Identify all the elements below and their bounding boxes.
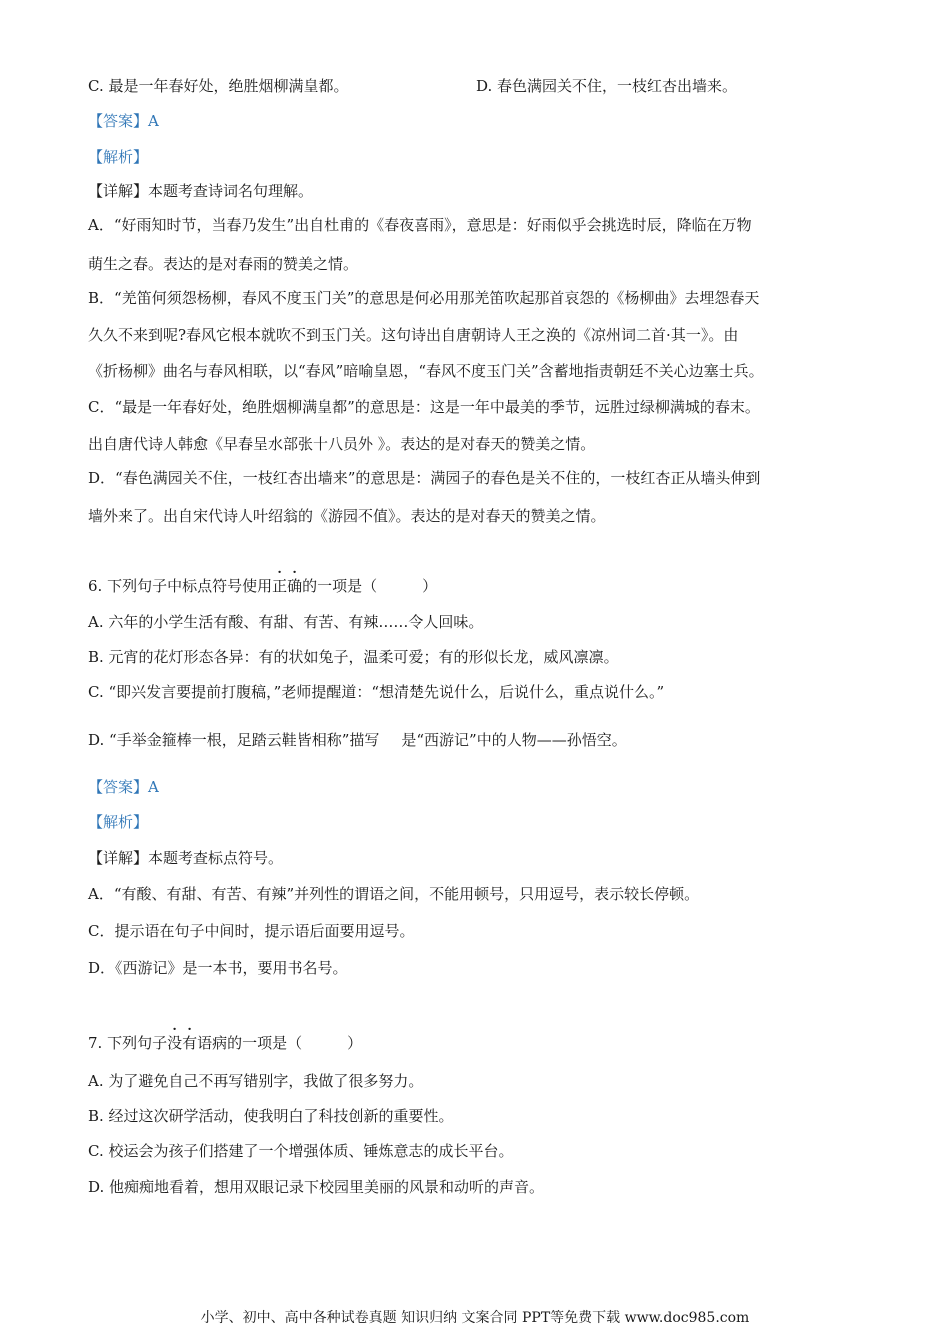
q6-option-d bbox=[88, 730, 627, 750]
q5-answer bbox=[88, 111, 159, 131]
q6-answer bbox=[88, 777, 159, 797]
q5-explain-d-1: D．“春色满园关不住，一枝红杏出墙来”的意思是：满园子的春色是关不住的，一枝红杏正从墙头伸到 bbox=[88, 469, 761, 487]
emphasis-char: 有 bbox=[182, 1034, 198, 1052]
q5-option-d: D. 春色满园关不住，一枝红杏出墙来。 bbox=[476, 77, 738, 95]
q5-explain-d-2: 墙外来了。出自宋代诗人叶绍翁的《游园不值》。表达的是对春天的赞美之情。 bbox=[88, 507, 606, 525]
q7-option-b: B. 经过这次研学活动，使我明白了科技创新的重要性。 bbox=[88, 1107, 454, 1125]
answer-tag: 【答案】 bbox=[88, 112, 149, 130]
q7-option-a: A. 为了避免自己不再写错别字，我做了很多努力。 bbox=[88, 1072, 424, 1090]
q6-stem-pre: 6. 下列句子中标点符号使用 bbox=[88, 577, 273, 595]
q6-stem bbox=[88, 576, 437, 596]
page-footer: 小学、初中、高中各种试卷真题 知识归纳 文案合同 PPT等免费下载 www.doc985.com bbox=[200, 1310, 750, 1326]
emphasis-char: 没 bbox=[167, 1034, 183, 1052]
q5-explain-b-2: 久久不来到呢?春风它根本就吹不到玉门关。这句诗出自唐朝诗人王之涣的《凉州词二首·其一》。由 bbox=[88, 326, 739, 344]
q7-option-d: D. 他痴痴地看着，想用双眼记录下校园里美丽的风景和动听的声音。 bbox=[88, 1178, 545, 1196]
q6-option-a: A. 六年的小学生活有酸、有甜、有苦、有辣……令人回味。 bbox=[88, 613, 484, 631]
q6-option-d-post: 是“西游记”中的人物——孙悟空。 bbox=[401, 731, 627, 749]
q5-explain-c-2: 出自唐代诗人韩愈《早春呈水部张十八员外 》。表达的是对春天的赞美之情。 bbox=[88, 435, 596, 453]
q6-explain-d: D．《西游记》是一本书，要用书名号。 bbox=[88, 959, 348, 977]
q6-explain-a: A．“有酸、有甜、有苦、有辣”并列性的谓语之间，不能用顿号，只用逗号，表示较长停顿。 bbox=[88, 885, 700, 903]
q6-explain-c: C．提示语在句子中间时，提示语后面要用逗号。 bbox=[88, 922, 415, 940]
q7-stem bbox=[88, 1033, 362, 1053]
q7-stem-pre: 7. 下列句子 bbox=[88, 1034, 168, 1052]
q5-analysis-tag: 【解析】 bbox=[88, 148, 149, 166]
q7-option-c: C. 校运会为孩子们搭建了一个增强体质、锤炼意志的成长平台。 bbox=[88, 1142, 514, 1160]
q5-explain-c-1: C．“最是一年春好处，绝胜烟柳满皇都”的意思是：这是一年中最美的季节，远胜过绿柳满城的春末。 bbox=[88, 398, 760, 416]
q6-stem-emphasis bbox=[272, 577, 302, 595]
answer-value: A bbox=[148, 112, 159, 130]
q6-option-c: C. “即兴发言要提前打腹稿，”老师提醒道：“想清楚先说什么，后说什么，重点说什么。” bbox=[88, 683, 665, 701]
q5-detail: 【详解】本题考查诗词名句理解。 bbox=[88, 182, 314, 200]
emphasis-char: 确 bbox=[287, 577, 303, 595]
q6-analysis-tag: 【解析】 bbox=[88, 813, 149, 831]
q7-stem-emphasis bbox=[167, 1034, 197, 1052]
q5-option-c: C. 最是一年春好处，绝胜烟柳满皇都。 bbox=[88, 77, 349, 95]
q7-stem-post: 语病的一项是（ ） bbox=[197, 1034, 363, 1052]
q5-explain-a-1: A．“好雨知时节，当春乃发生”出自杜甫的《春夜喜雨》，意思是：好雨似乎会挑选时辰，降临在万物 bbox=[88, 216, 752, 234]
q6-option-b: B. 元宵的花灯形态各异：有的状如兔子，温柔可爱；有的形似长龙，威风凛凛。 bbox=[88, 648, 619, 666]
q5-explain-b-3: 《折杨柳》曲名与春风相联，以“春风”暗喻皇恩，“春风不度玉门关”含蓄地指责朝廷不关心边塞士兵。 bbox=[88, 362, 764, 380]
answer-tag: 【答案】 bbox=[88, 778, 149, 796]
q5-explain-a-2: 萌生之春。表达的是对春雨的赞美之情。 bbox=[88, 255, 359, 273]
q6-option-d-pre: D. “手举金箍棒一根，足踏云鞋皆相称”描写 bbox=[88, 731, 380, 749]
q5-explain-b-1: B．“羌笛何须怨杨柳，春风不度玉门关”的意思是何必用那羌笛吹起那首哀怨的《杨柳曲》去埋怨春天 bbox=[88, 289, 760, 307]
answer-value: A bbox=[148, 778, 159, 796]
emphasis-char: 正 bbox=[272, 577, 288, 595]
q6-stem-post: 的一项是（ ） bbox=[302, 577, 438, 595]
q6-detail: 【详解】本题考查标点符号。 bbox=[88, 849, 284, 867]
